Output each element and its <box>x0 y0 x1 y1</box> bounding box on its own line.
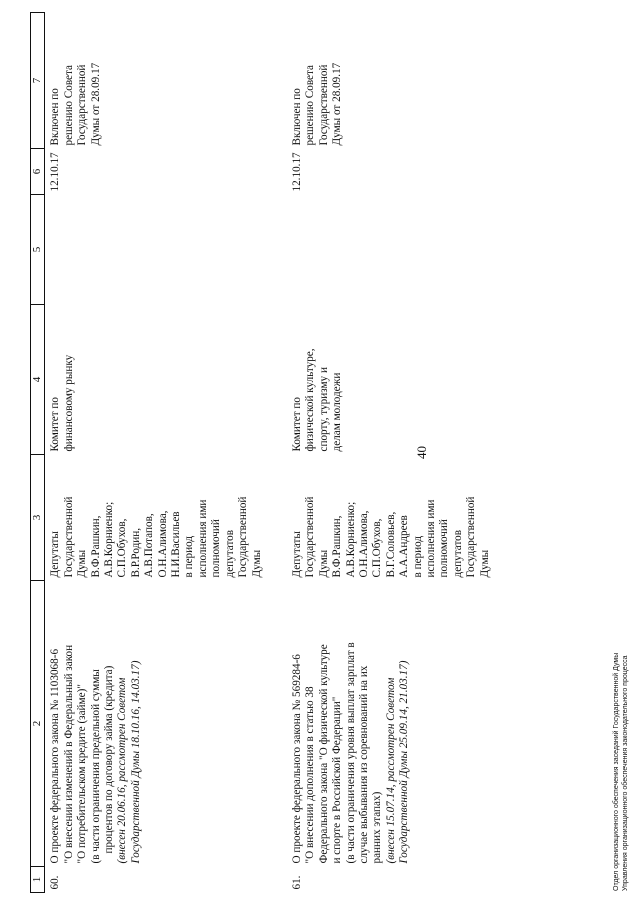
author-line: Депутаты <box>290 531 303 578</box>
author-line: исполнения ими <box>196 499 209 578</box>
footer <box>612 653 630 891</box>
bills-table <box>30 12 493 893</box>
table-row <box>45 13 265 893</box>
author-line: А.В.Корниенко; <box>344 501 357 578</box>
author-line: Думы <box>478 549 491 578</box>
bill-title-line: (в части ограничения уровня выплат зарплат в <box>344 642 357 864</box>
author-line: полномочий <box>210 519 223 578</box>
author-line: Государственной <box>304 496 317 578</box>
column-header: 6 <box>31 149 45 195</box>
author-line: А.В.Корниенко; <box>103 501 116 578</box>
bill-title-line: (в части ограничения предельной суммы <box>89 669 102 864</box>
bill-title <box>265 581 493 867</box>
column-header: 1 <box>31 867 45 893</box>
bill-note-line: (внесен 15.07.14, рассмотрен Советом <box>384 677 397 864</box>
author-line: в период <box>411 535 424 578</box>
column-header: 5 <box>31 195 45 305</box>
column-5-cell <box>45 195 265 305</box>
status-cell <box>265 13 493 149</box>
author-line: в период <box>183 535 196 578</box>
author-line: В.Ф.Рашкин, <box>89 515 102 578</box>
author-line: Государственной <box>465 496 478 578</box>
bill-title-line: "О внесении изменений в Федеральный закон <box>62 644 75 864</box>
author-line: Государственной <box>237 496 250 578</box>
author-line: исполнения ими <box>424 499 437 578</box>
author-line: полномочий <box>438 519 451 578</box>
responsible-committee <box>265 305 493 455</box>
status-cell <box>45 13 265 149</box>
author-line: О.Н.Алимова, <box>357 510 370 578</box>
row-number: 60. <box>49 875 62 890</box>
status-line: Включен по <box>49 88 62 146</box>
author-line: Н.И.Васильев <box>170 511 183 578</box>
status-line: Государственной <box>76 64 89 146</box>
bill-title-line: О проекте федерального закона № 1103068-6 <box>49 648 62 864</box>
author-line: Думы <box>250 549 263 578</box>
author-line: Думы <box>76 549 89 578</box>
column-header: 3 <box>31 455 45 581</box>
author-line: В.Г.Соловьев, <box>384 511 397 578</box>
author-line: Думы <box>317 549 330 578</box>
bill-authors <box>265 455 493 581</box>
committee-line: делам молодежи <box>331 372 344 452</box>
table-row <box>265 13 493 893</box>
author-line: В.Р.Родин, <box>129 527 142 578</box>
bill-title-line: процентов по договору займа (кредита) <box>103 665 116 854</box>
committee-line: физической культуре, <box>304 348 317 452</box>
status-line: Думы от 28.09.17 <box>331 62 344 146</box>
bill-title <box>45 581 265 867</box>
status-line: Думы от 28.09.17 <box>89 62 102 146</box>
author-line: С.П.Обухов, <box>371 518 384 578</box>
footer-line: Управления организационного обеспечения законодательного процесса <box>622 655 629 891</box>
committee-line: Комитет по <box>49 397 62 452</box>
column-header: 2 <box>31 581 45 867</box>
status-line: решению Совета <box>304 65 317 146</box>
author-line: В.Ф.Рашкин, <box>331 515 344 578</box>
footer-line: Отдел организационного обеспечения заседаний Государственной Думы <box>613 652 620 891</box>
bill-title-line: случае выбывания из соревнований на их <box>357 665 370 864</box>
bill-title-line: ранних этапах) <box>371 791 384 864</box>
table-header-row <box>31 13 45 893</box>
status-line: решению Совета <box>62 65 75 146</box>
column-5-cell <box>265 195 493 305</box>
committee-line: спорту, туризму и <box>317 367 330 452</box>
bill-title-line: Федерального закона "О физической культуре <box>317 644 330 864</box>
bill-note-line: Государственной Думы 25.09.14, 21.03.17) <box>398 660 411 864</box>
column-header: 4 <box>31 305 45 455</box>
responsible-committee <box>45 305 265 455</box>
row-number: 61. <box>290 875 303 890</box>
author-line: депутатов <box>223 529 236 578</box>
bill-authors <box>45 455 265 581</box>
author-line: А.В.Потапов, <box>143 513 156 578</box>
committee-line: Комитет по <box>290 397 303 452</box>
author-line: Государственной <box>62 496 75 578</box>
bill-title-line: "О потребительском кредите (займе)" <box>76 684 89 864</box>
author-line: депутатов <box>451 529 464 578</box>
bill-title-line: и спорте в Российской Федерации" <box>331 696 344 864</box>
bill-note-line: (внесен 20.06.16, рассмотрен Советом <box>116 677 129 864</box>
bill-title-line: "О внесении дополнения в статью 38 <box>304 686 317 864</box>
page-number: 40 <box>414 446 429 459</box>
date-cell: 12.10.17 <box>49 152 62 192</box>
status-line: Государственной <box>317 64 330 146</box>
bill-title-line: О проекте федерального закона № 569284-6 <box>290 654 303 864</box>
committee-line: финансовому рынку <box>62 354 75 452</box>
status-line: Включен по <box>290 88 303 146</box>
author-line: Депутаты <box>49 531 62 578</box>
author-line: А.А.Андреев <box>398 515 411 578</box>
date-cell: 12.10.17 <box>290 152 303 192</box>
author-line: О.Н.Алимова, <box>156 510 169 578</box>
author-line: С.П.Обухов, <box>116 518 129 578</box>
column-header: 7 <box>31 13 45 149</box>
bill-note-line: Государственной Думы 18.10.16, 14.03.17) <box>129 660 142 864</box>
